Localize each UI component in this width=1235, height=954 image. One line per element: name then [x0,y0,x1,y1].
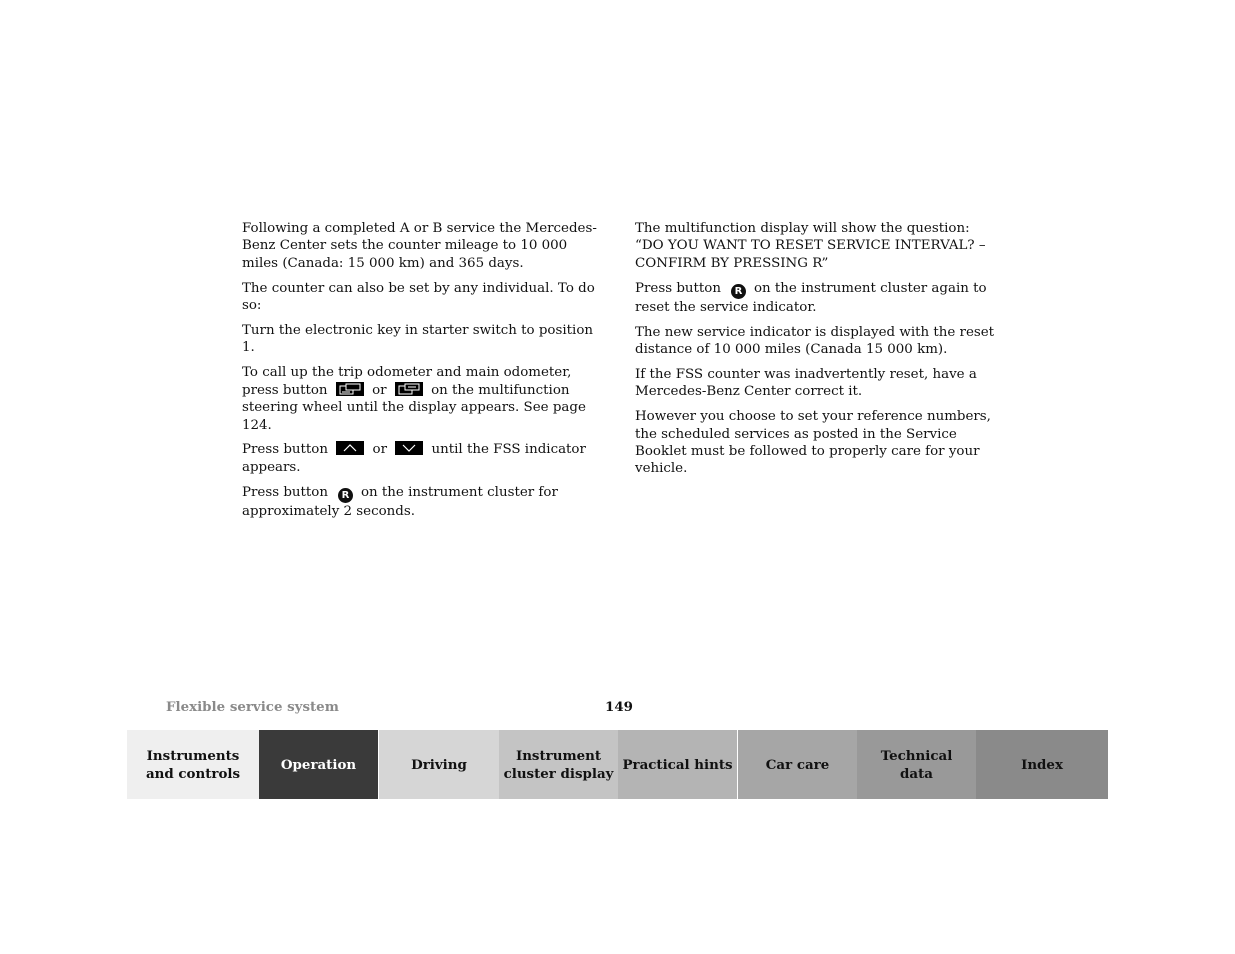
reset-button-icon: R [731,284,746,299]
chapter-tab-bar [127,730,1108,799]
text-fragment: To call up the trip odometer and main odometer, press button [242,365,572,398]
tab-label: Practical hints [622,756,733,773]
paragraph-inadvertent-reset: If the FSS counter was inadvertently reset, have a Mercedes-Benz Center correct it. [635,366,977,400]
text-fragment: Press button [242,484,328,500]
tab-technical-data[interactable] [857,730,976,799]
tab-label: Technical data [880,747,953,782]
left-column [242,220,602,528]
reset-button-icon: R [338,488,353,503]
text-fragment: or [372,382,387,398]
arrow-up-icon [336,441,364,455]
tab-practical-hints[interactable] [618,730,737,799]
paragraph-new-indicator: The new service indicator is displayed with the reset distance of 10 000 miles (Canada 15 000 km). [635,324,995,358]
arrow-down-icon [395,441,423,455]
paragraph-call-odometer [242,364,602,434]
text-fragment: Press button [635,280,721,296]
tab-operation[interactable] [259,730,378,799]
tab-driving[interactable] [379,730,499,799]
text-fragment: on the instrument cluster again to reset the service indicator. [635,280,987,315]
tab-label: Index [1021,756,1063,773]
paragraph-fss-indicator [242,441,602,476]
tab-label: Car care [765,756,830,773]
tab-label: Driving [411,756,467,773]
paragraph-turn-key: Turn the electronic key in starter switch to position 1. [242,323,594,356]
text-fragment: “DO YOU WANT TO RESET SERVICE INTERVAL? – CONFIRM BY PRESSING R” [635,238,986,271]
tab-label: Instruments and controls [145,747,241,782]
display-forward-icon [336,382,364,396]
tab-index[interactable] [976,730,1108,799]
display-back-icon [395,382,423,396]
tab-label: Instrument cluster display [503,747,614,782]
text-fragment: The multifunction display will show the question: [635,221,970,236]
paragraph-counter-mileage: Following a completed A or B service the Mercedes-Benz Center sets the counter mileage to 10 000 miles (Canada: 15 000 km) and 365 days. [242,221,597,271]
paragraph-reference-numbers: However you choose to set your reference numbers, the scheduled services as posted in the Service Booklet must be followed to properly care for your vehicle. [635,409,991,477]
page-number: 149 [605,699,633,715]
text-fragment: on the multifunction steering wheel until the display appears. See page 124. [242,382,586,433]
section-title: Flexible service system [166,699,339,715]
text-fragment: Press button [242,442,328,458]
text-fragment: on the instrument cluster for approximately 2 seconds. [242,484,558,519]
paragraph-set-by-individual: The counter can also be set by any individual. To do so: [242,280,595,314]
text-fragment: until the FSS indicator appears. [242,442,586,475]
tab-instruments-and-controls[interactable] [127,730,259,799]
paragraph-press-reset-again [635,280,995,316]
tab-label: Operation [280,756,357,773]
tab-car-care[interactable] [738,730,857,799]
tab-instrument-cluster-display[interactable] [499,730,618,799]
paragraph-press-reset [242,484,602,520]
right-column [635,220,995,485]
paragraph-display-question [635,220,995,272]
text-fragment: or [372,442,387,458]
